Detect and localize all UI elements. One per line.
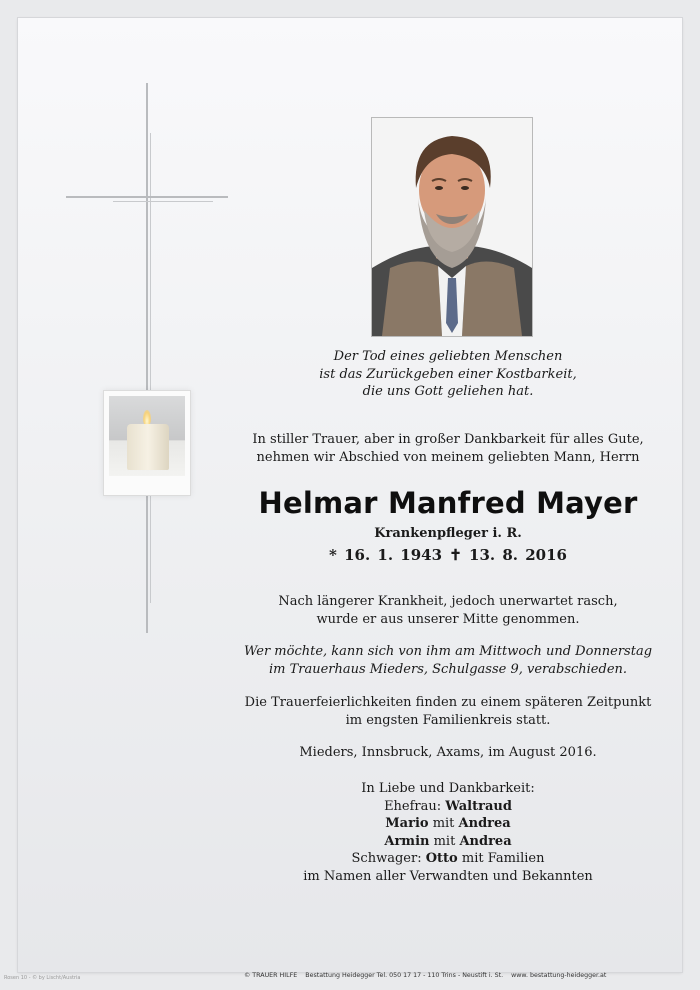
family-son-1 (238, 815, 658, 833)
paragraph-illness-line-2: wurde er aus unserer Mitte genommen. (316, 612, 580, 627)
portrait-photo (371, 117, 533, 337)
life-dates: * 16. 1. 1943 ✝ 13. 8. 2016 (329, 546, 567, 564)
family-closing: im Namen aller Verwandten und Bekannten (303, 868, 593, 884)
candle-icon (109, 396, 185, 476)
place-date: Mieders, Innsbruck, Axams, im August 2016. (299, 745, 597, 760)
corner-note: Rosen 10 - © by Lischt/Austria (4, 975, 81, 981)
paragraph-ceremony-line-2: im engsten Familienkreis statt. (345, 713, 551, 728)
paragraph-ceremony (238, 694, 658, 730)
cross-shadow-vertical (150, 133, 151, 603)
footer-company: Bestattung Heidegger Tel. 050 17 17 - 110 Trins - Neustift i. St. (305, 972, 504, 979)
cross-crossbar (66, 196, 228, 198)
paragraph-farewell (238, 643, 658, 679)
deceased-name: Helmar Manfred Mayer (258, 486, 638, 520)
quote (238, 348, 658, 401)
son-2-name: Armin (384, 833, 430, 849)
cross-icon (146, 83, 148, 633)
family-heading: In Liebe und Dankbarkeit: (361, 781, 535, 796)
portrait-illustration (372, 118, 532, 336)
paragraph-illness (238, 593, 658, 629)
son-2-partner: Andrea (459, 833, 512, 849)
footer-brand: © TRAUER HILFE (244, 972, 298, 979)
wife-label: Ehefrau: (384, 798, 446, 814)
wife-name: Waltraud (445, 798, 512, 814)
deceased-profession: Krankenpfleger i. R. (374, 526, 522, 541)
paragraph-farewell-line-2: im Trauerhaus Mieders, Schulgasse 9, verabschieden. (268, 662, 628, 677)
candle-body (127, 424, 169, 470)
footer-website[interactable]: www. bestattung-heidegger.at (511, 972, 607, 979)
family-brother-in-law (238, 850, 658, 868)
quote-line-3: die uns Gott geliehen hat. (362, 384, 534, 399)
intro-line-1: In stiller Trauer, aber in großer Dankbarkeit für alles Gute, (252, 432, 644, 447)
quote-line-1: Der Tod eines geliebten Menschen (333, 349, 563, 364)
candle-picture (103, 390, 191, 496)
inlaw-label: Schwager: (351, 851, 426, 866)
inlaw-suffix: mit Familien (457, 851, 545, 866)
inlaw-name: Otto (425, 851, 458, 866)
family-list (238, 780, 658, 885)
paragraph-ceremony-line-1: Die Trauerfeierlichkeiten finden zu einem späteren Zeitpunkt (244, 695, 652, 710)
family-wife (238, 798, 658, 816)
son-2-with: mit (429, 833, 460, 849)
quote-line-2: ist das Zurückgeben einer Kostbarkeit, (319, 366, 577, 382)
son-1-name: Mario (385, 816, 429, 831)
son-1-partner: Andrea (458, 816, 511, 831)
footer (244, 972, 674, 979)
paragraph-farewell-line-1: Wer möchte, kann sich von ihm am Mittwoch und Donnerstag (243, 644, 653, 659)
family-son-2 (238, 833, 658, 851)
paragraph-illness-line-1: Nach längerer Krankheit, jedoch unerwartet rasch, (278, 594, 618, 609)
cross-shadow-horizontal (113, 201, 213, 202)
son-1-with: mit (428, 816, 459, 831)
intro-line-2: nehmen wir Abschied von meinem geliebten Mann, Herrn (256, 450, 640, 465)
intro-text (238, 431, 658, 467)
